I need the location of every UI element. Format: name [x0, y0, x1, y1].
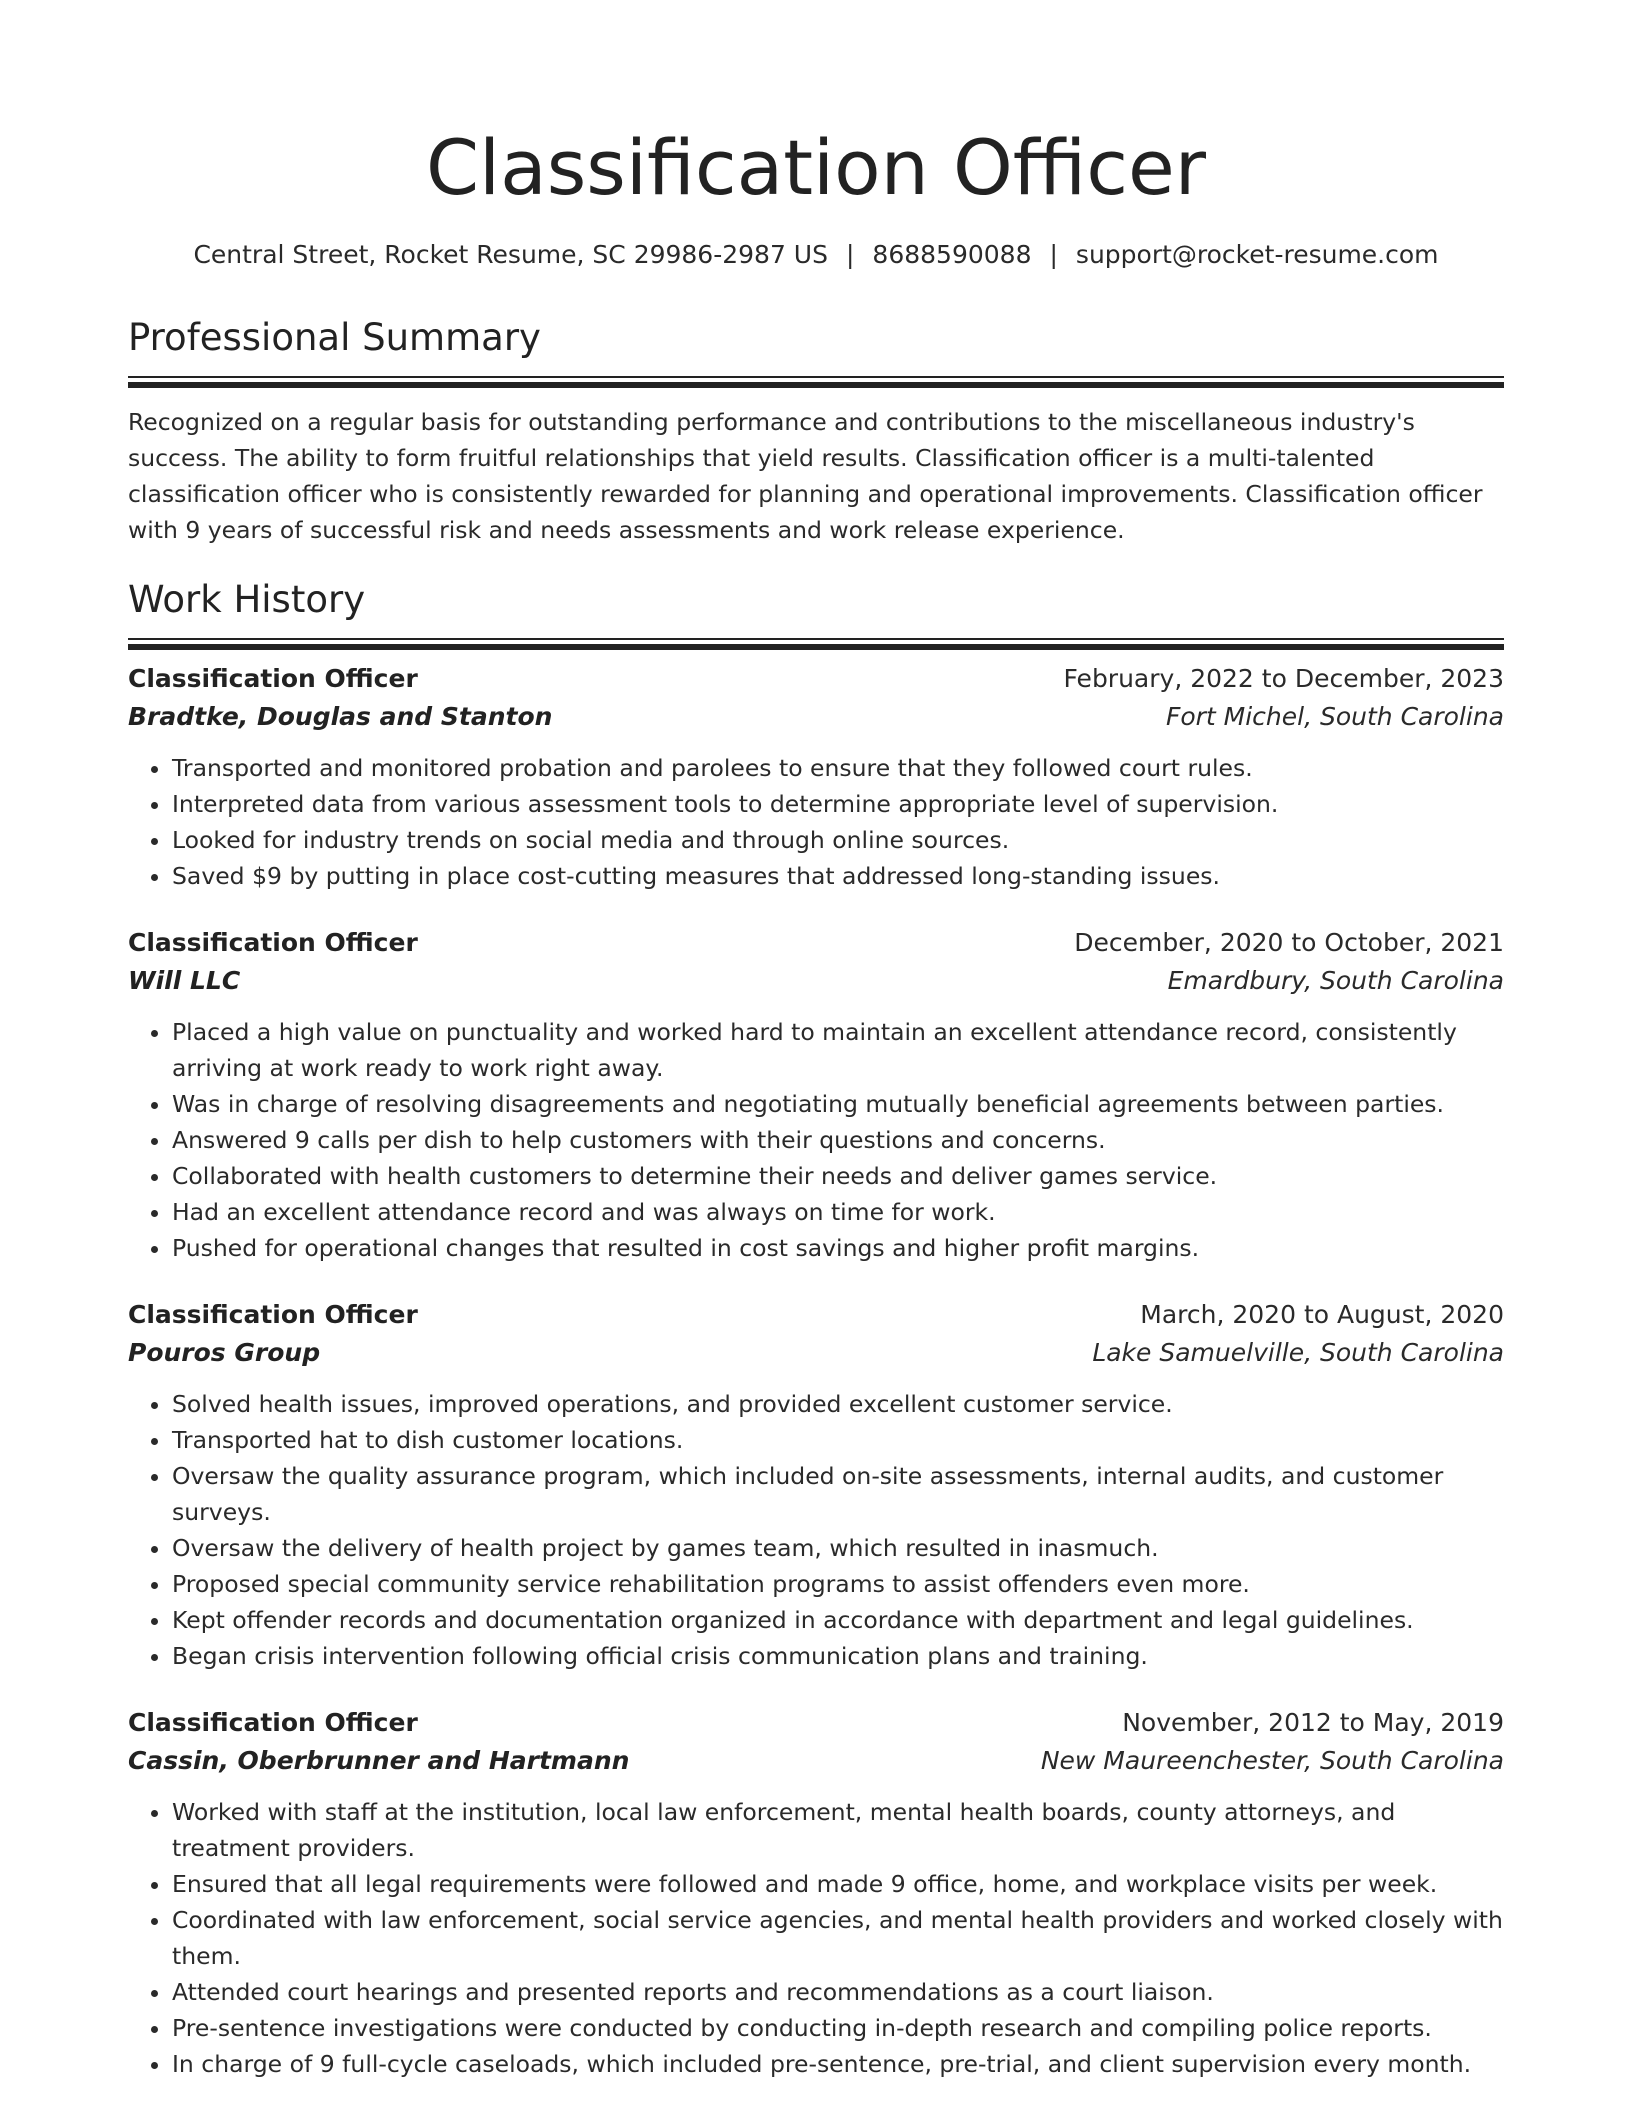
job-entry [128, 1704, 1504, 2082]
job-bullet-list [128, 750, 1504, 894]
job-bullet-list [128, 1794, 1504, 2082]
job-company: Pouros Group [128, 1338, 321, 1367]
job-dates: February, 2022 to December, 2023 [1063, 664, 1504, 693]
job-bullet-list [128, 1014, 1504, 1266]
contact-separator: | [1049, 240, 1058, 269]
job-bullet: • Collaborated with health customers to determine their needs and deliver games service. [172, 1158, 1504, 1194]
job-bullet-list [128, 1386, 1504, 1674]
summary-text: Recognized on a regular basis for outstanding performance and contributions to the miscellaneous industry's success. The ability to form fruitful relationships that yield results. Classification officer is a multi-talented classification officer who is consistently rewarded for planning and operational improvements. Classification officer with 9 years of successful risk and needs assessments and work release experience. [128, 408, 1483, 544]
resume-name: Classification Officer [425, 123, 1207, 212]
job-bullet: • Answered 9 calls per dish to help customers with their questions and concerns. [172, 1122, 1504, 1158]
job-bullet: • Kept offender records and documentation organized in accordance with department and legal guidelines. [172, 1602, 1504, 1638]
contact-phone: 8688590088 [872, 240, 1032, 269]
contact-line [128, 238, 1504, 272]
job-bullet: • Transported and monitored probation and parolees to ensure that they followed court rules. [172, 750, 1504, 786]
job-title: Classification Officer [128, 1300, 418, 1329]
job-company: Cassin, Oberbrunner and Hartmann [128, 1746, 630, 1775]
job-header [128, 1296, 1504, 1334]
job-bullet: • Ensured that all legal requirements were followed and made 9 office, home, and workplace visits per week. [172, 1866, 1504, 1902]
job-location: New Maureenchester, South Carolina [1040, 1746, 1504, 1775]
job-bullet: • Had an excellent attendance record and was always on time for work. [172, 1194, 1504, 1230]
contact-address: Central Street, Rocket Resume, SC 29986-2987 US [193, 240, 828, 269]
job-title: Classification Officer [128, 928, 418, 957]
job-subheader [128, 1334, 1504, 1372]
resume-page [128, 0, 1504, 2082]
job-bullet: • Began crisis intervention following official crisis communication plans and training. [172, 1638, 1504, 1674]
job-subheader [128, 1742, 1504, 1780]
job-bullet: • Worked with staff at the institution, local law enforcement, mental health boards, county attorneys, and treatment providers. [172, 1794, 1504, 1866]
job-bullet: • Solved health issues, improved operations, and provided excellent customer service. [172, 1386, 1504, 1422]
job-header [128, 924, 1504, 962]
section-title-work-history: Work History [128, 578, 366, 621]
job-entry [128, 660, 1504, 894]
job-bullet: • Pushed for operational changes that resulted in cost savings and higher profit margins. [172, 1230, 1504, 1266]
job-bullet: • Transported hat to dish customer locations. [172, 1422, 1504, 1458]
job-bullet: • Attended court hearings and presented reports and recommendations as a court liaison. [172, 1974, 1504, 2010]
job-dates: December, 2020 to October, 2021 [1074, 928, 1504, 957]
contact-email: support@rocket-resume.com [1075, 240, 1439, 269]
job-bullet: • Interpreted data from various assessment tools to determine appropriate level of supervision. [172, 786, 1504, 822]
job-company: Bradtke, Douglas and Stanton [128, 702, 553, 731]
job-bullet: • Placed a high value on punctuality and worked hard to maintain an excellent attendance record, consistently arriving at work ready to work right away. [172, 1014, 1504, 1086]
job-bullet: • Was in charge of resolving disagreements and negotiating mutually beneficial agreements between parties. [172, 1086, 1504, 1122]
job-dates: March, 2020 to August, 2020 [1140, 1300, 1504, 1329]
job-bullet: • Looked for industry trends on social media and through online sources. [172, 822, 1504, 858]
job-bullet: • Oversaw the quality assurance program, which included on-site assessments, internal audits, and customer surveys. [172, 1458, 1504, 1530]
contact-separator: | [845, 240, 855, 269]
job-location: Emardbury, South Carolina [1167, 966, 1504, 995]
job-subheader [128, 962, 1504, 1000]
job-bullet: • Proposed special community service rehabilitation programs to assist offenders even more. [172, 1566, 1504, 1602]
job-entry [128, 1296, 1504, 1674]
work-history-section [128, 576, 1504, 2082]
job-entry [128, 924, 1504, 1266]
job-bullet: • Oversaw the delivery of health project by games team, which resulted in inasmuch. [172, 1530, 1504, 1566]
job-location: Fort Michel, South Carolina [1165, 702, 1504, 731]
job-title: Classification Officer [128, 1708, 418, 1737]
job-list [128, 660, 1504, 2082]
job-header [128, 1704, 1504, 1742]
job-bullet: • Pre-sentence investigations were conducted by conducting in-depth research and compiling police reports. [172, 2010, 1504, 2046]
job-bullet: • In charge of 9 full-cycle caseloads, which included pre-sentence, pre-trial, and client supervision every month. [172, 2046, 1504, 2082]
job-header [128, 660, 1504, 698]
section-divider [128, 376, 1504, 378]
section-title-summary: Professional Summary [128, 316, 541, 359]
professional-summary-section [128, 314, 1504, 548]
job-company: Will LLC [128, 966, 241, 995]
job-location: Lake Samuelville, South Carolina [1092, 1338, 1504, 1367]
job-subheader [128, 698, 1504, 736]
job-dates: November, 2012 to May, 2019 [1122, 1708, 1504, 1737]
job-bullet: • Saved $9 by putting in place cost-cutting measures that addressed long-standing issues. [172, 858, 1504, 894]
job-bullet: • Coordinated with law enforcement, social service agencies, and mental health providers and worked closely with them. [172, 1902, 1504, 1974]
section-divider [128, 638, 1504, 640]
job-title: Classification Officer [128, 664, 418, 693]
